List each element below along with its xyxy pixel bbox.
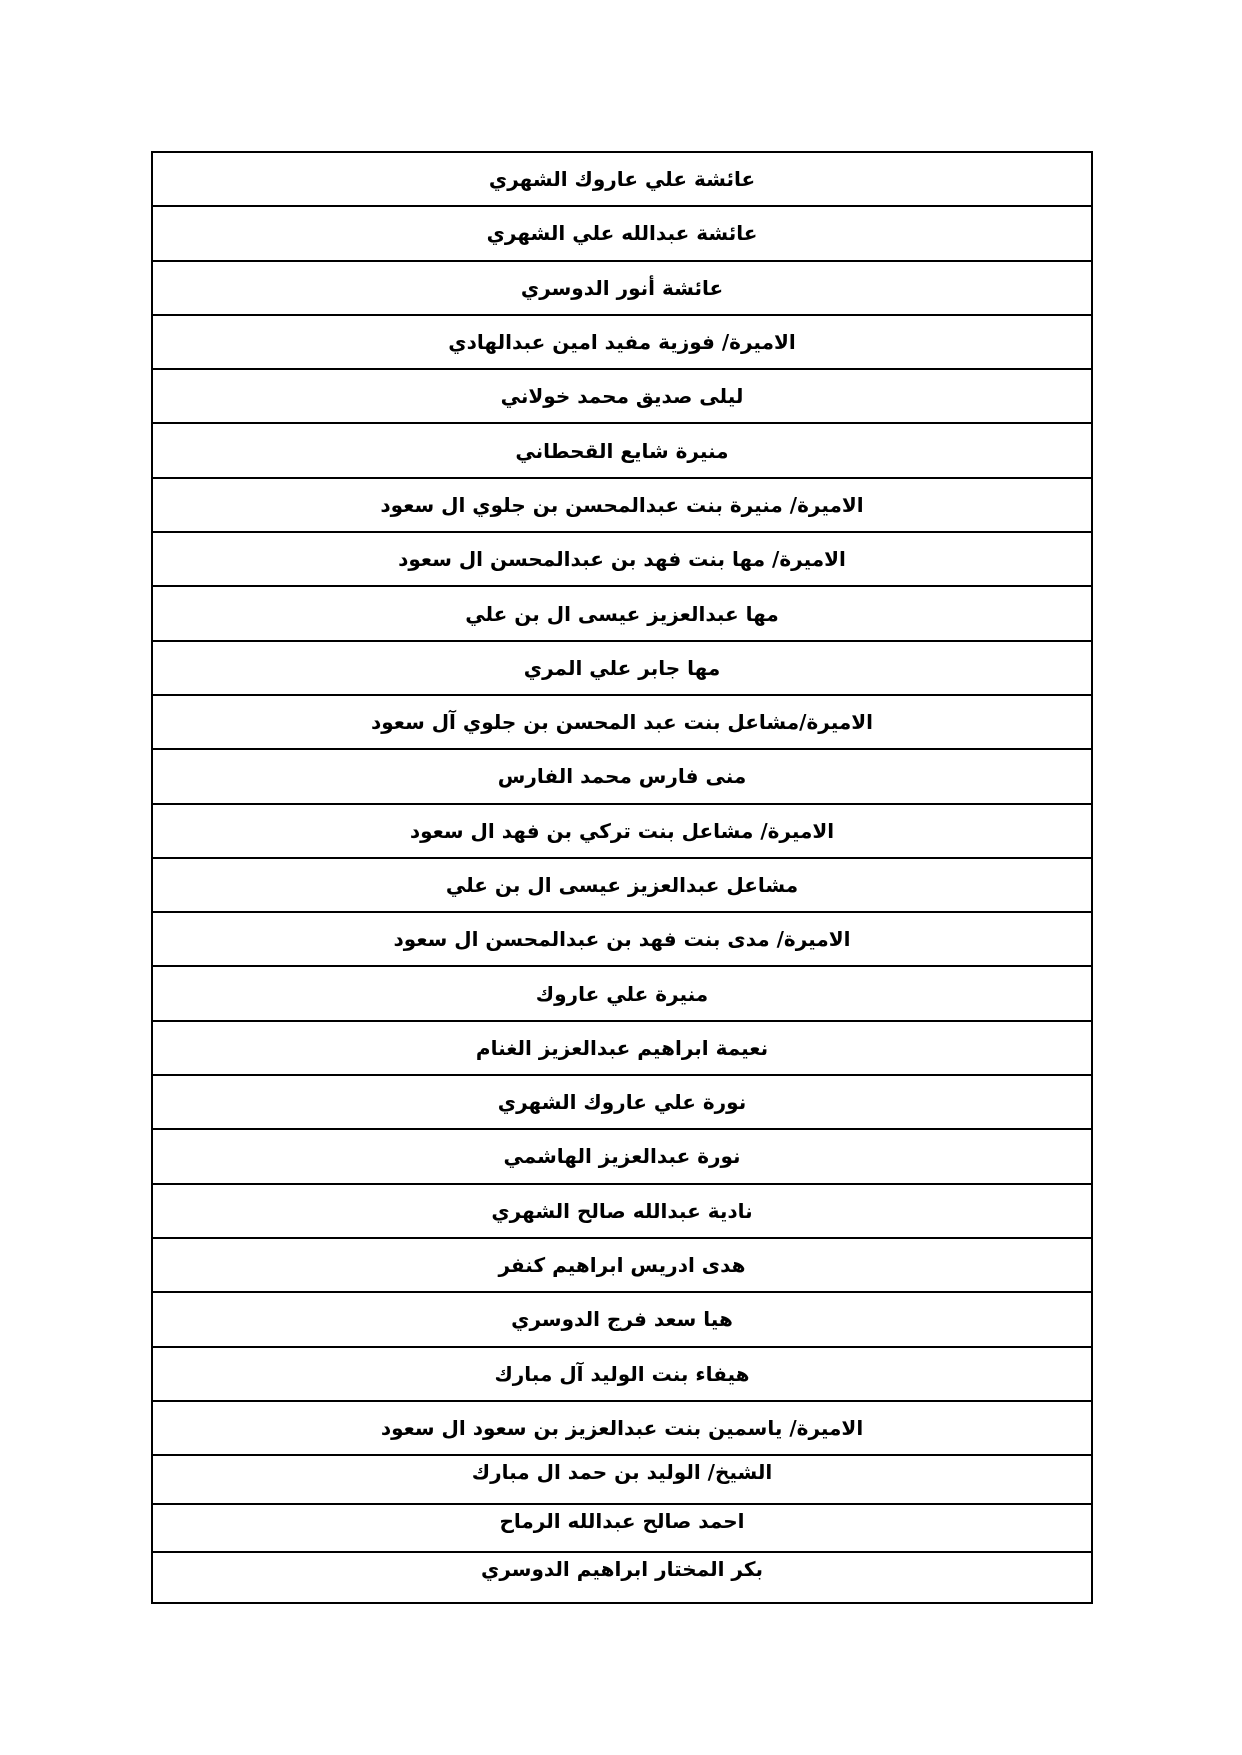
name-row: الشيخ/ الوليد بن حمد ال مبارك bbox=[153, 1456, 1091, 1505]
name-row: الاميرة/ مدى بنت فهد بن عبدالمحسن ال سعود bbox=[153, 913, 1091, 967]
name-row: عائشة علي عاروك الشهري bbox=[153, 153, 1091, 207]
name-row: منيرة علي عاروك bbox=[153, 967, 1091, 1021]
name-row: الاميرة/ مشاعل بنت تركي بن فهد ال سعود bbox=[153, 805, 1091, 859]
name-row: الاميرة/ منيرة بنت عبدالمحسن بن جلوي ال سعود bbox=[153, 479, 1091, 533]
name-row: نورة علي عاروك الشهري bbox=[153, 1076, 1091, 1130]
name-row: الاميرة/ فوزية مفيد امين عبدالهادي bbox=[153, 316, 1091, 370]
name-row: هيا سعد فرج الدوسري bbox=[153, 1293, 1091, 1347]
name-row: منيرة شايع القحطاني bbox=[153, 424, 1091, 478]
name-row: نادية عبدالله صالح الشهري bbox=[153, 1185, 1091, 1239]
name-row: احمد صالح عبدالله الرماح bbox=[153, 1505, 1091, 1554]
name-row: نعيمة ابراهيم عبدالعزيز الغنام bbox=[153, 1022, 1091, 1076]
name-row: مها جابر علي المري bbox=[153, 642, 1091, 696]
name-row: هيفاء بنت الوليد آل مبارك bbox=[153, 1348, 1091, 1402]
name-row: عائشة أنور الدوسري bbox=[153, 262, 1091, 316]
name-row: نورة عبدالعزيز الهاشمي bbox=[153, 1130, 1091, 1184]
name-row: مها عبدالعزيز عيسى ال بن علي bbox=[153, 587, 1091, 641]
name-row: منى فارس محمد الفارس bbox=[153, 750, 1091, 804]
names-table bbox=[151, 151, 1093, 1604]
name-row: الاميرة/مشاعل بنت عبد المحسن بن جلوي آل سعود bbox=[153, 696, 1091, 750]
name-row: الاميرة/ ياسمين بنت عبدالعزيز بن سعود ال سعود bbox=[153, 1402, 1091, 1456]
name-row: مشاعل عبدالعزيز عيسى ال بن علي bbox=[153, 859, 1091, 913]
name-row: هدى ادريس ابراهيم كنفر bbox=[153, 1239, 1091, 1293]
name-row: عائشة عبدالله علي الشهري bbox=[153, 207, 1091, 261]
name-row: الاميرة/ مها بنت فهد بن عبدالمحسن ال سعود bbox=[153, 533, 1091, 587]
name-row: ليلى صديق محمد خولاني bbox=[153, 370, 1091, 424]
name-row: بكر المختار ابراهيم الدوسري bbox=[481, 1557, 764, 1582]
